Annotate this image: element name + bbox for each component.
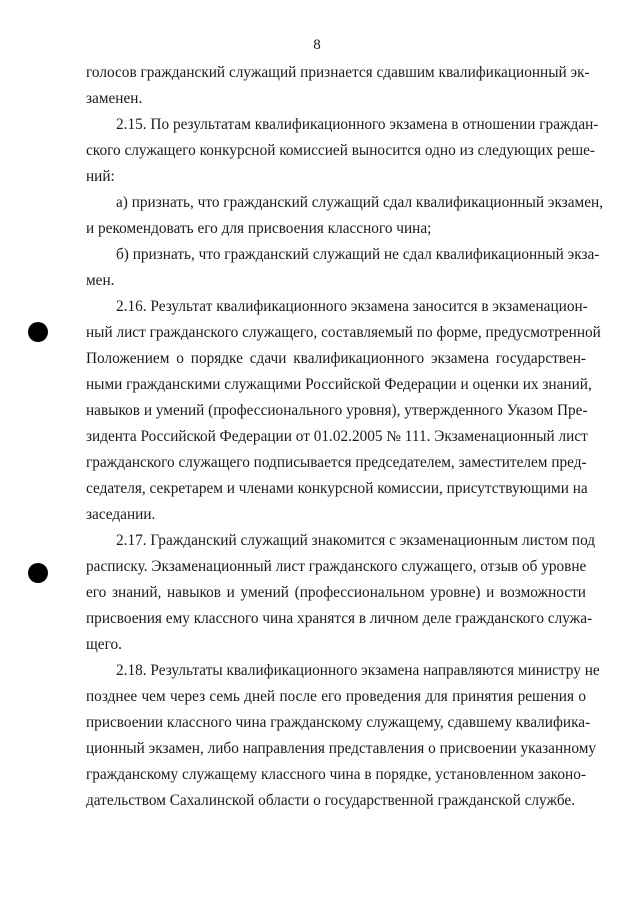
text-line: голосов гражданский служащий признается сдавшим квалификационный эк- xyxy=(86,64,590,81)
item-b-start: б) признать, что гражданский служащий не сдал квалификационный экза- xyxy=(116,246,600,263)
text-line: заседании. xyxy=(86,506,156,523)
text-line: присвоения ему классного чина хранятся в личном деле гражданского служа- xyxy=(86,610,593,627)
page-number: 8 xyxy=(313,37,321,53)
text-line: Положением о порядке сдачи квалификационного экзамена государствен- xyxy=(86,350,586,367)
paragraph-2-15-start: 2.15. По результатам квалификационного экзамена в отношении граждан- xyxy=(116,116,599,133)
text-line: ный лист гражданского служащего, составляемый по форме, предусмотренной xyxy=(86,324,601,341)
text-line: зидента Российской Федерации от 01.02.2005 № 111. Экзаменационный лист xyxy=(86,428,588,445)
text-line: гражданскому служащему классного чина в порядке, установленном законо- xyxy=(86,766,586,783)
text-line: ний: xyxy=(86,168,115,185)
text-line: его знаний, навыков и умений (профессиональном уровне) и возможности xyxy=(86,584,586,601)
text-line: ными гражданскими служащими Российской Федерации и оценки их знаний, xyxy=(86,376,592,393)
text-line: присвоении классного чина гражданскому служащему, сдавшему квалифика- xyxy=(86,714,591,731)
document-body xyxy=(86,60,603,814)
text-line: навыков и умений (профессионального уровня), утвержденного Указом Пре- xyxy=(86,402,588,419)
hole-punch-mark xyxy=(28,563,48,583)
text-line: ционный экзамен, либо направления представления о присвоении указанному xyxy=(86,740,597,757)
text-line: дательством Сахалинской области о государственной гражданской службе. xyxy=(86,792,576,809)
hole-punch-mark xyxy=(28,322,48,342)
text-line: позднее чем через семь дней после его проведения для принятия решения о xyxy=(86,688,586,705)
text-line: щего. xyxy=(86,636,122,653)
text-line: ского служащего конкурсной комиссией выносится одно из следующих реше- xyxy=(86,142,596,159)
item-a-start: а) признать, что гражданский служащий сдал квалификационный экзамен, xyxy=(116,194,603,211)
paragraph-2-16-start: 2.16. Результат квалификационного экзамена заносится в экзаменацион- xyxy=(116,298,588,315)
text-line: седателя, секретарем и членами конкурсной комиссии, присутствующими на xyxy=(86,480,588,497)
text-line: заменен. xyxy=(86,90,143,107)
paragraph-2-18-start: 2.18. Результаты квалификационного экзамена направляются министру не xyxy=(116,662,600,679)
text-line: мен. xyxy=(86,272,115,289)
text-line: расписку. Экзаменационный лист гражданского служащего, отзыв об уровне xyxy=(86,558,587,575)
paragraph-2-17-start: 2.17. Гражданский служащий знакомится с экзаменационным листом под xyxy=(116,532,596,549)
text-line: и рекомендовать его для присвоения классного чина; xyxy=(86,220,432,237)
text-line: гражданского служащего подписывается председателем, заместителем пред- xyxy=(86,454,587,471)
